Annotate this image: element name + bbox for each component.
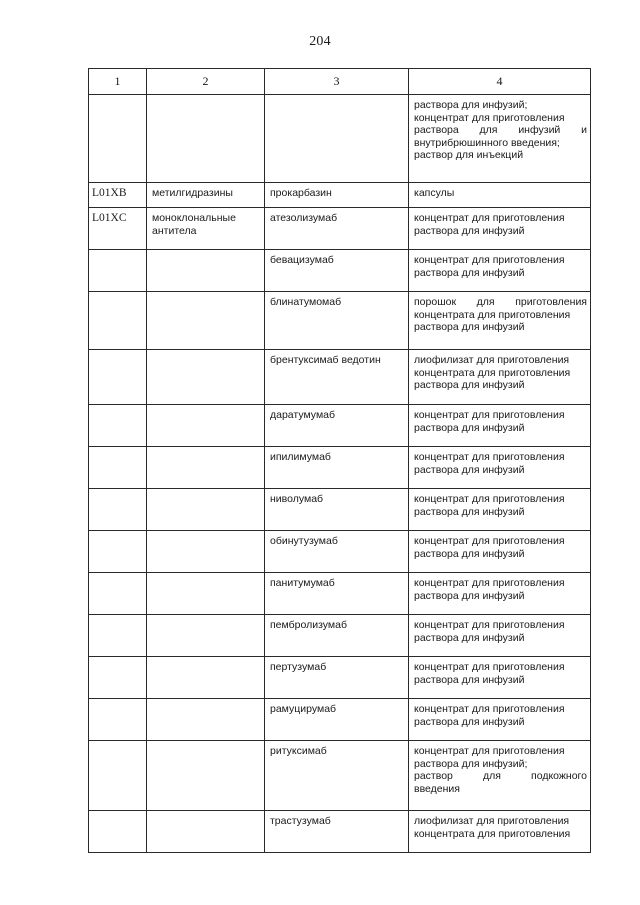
- dosage-form-line: концентрат для приготовления: [414, 254, 565, 266]
- dosage-form-line: концентрат для приготовления: [414, 703, 565, 715]
- atc-code-cell-wrap: [89, 615, 147, 657]
- dosage-form-cell-wrap: [409, 741, 591, 811]
- drug-group-cell: [147, 405, 264, 412]
- table-header-row: [89, 69, 591, 95]
- drug-name-cell: атезолизумаб: [270, 212, 338, 224]
- atc-code-cell: [89, 573, 146, 580]
- dosage-form-line: раствора для инфузий: [414, 673, 525, 686]
- dosage-form-line: раствора для инфузий: [414, 589, 525, 602]
- atc-code-cell-wrap: [89, 573, 147, 615]
- atc-code-cell: [89, 350, 146, 357]
- dosage-form-line: раствора для инфузий и: [414, 124, 587, 136]
- table-row: [89, 405, 591, 447]
- atc-code-cell-wrap: [89, 405, 147, 447]
- dosage-form-line: раствора для инфузий: [414, 547, 525, 560]
- dosage-form-cell: [409, 95, 590, 165]
- drug-name-cell: ниволумаб: [270, 493, 324, 505]
- table-row: [89, 292, 591, 350]
- dosage-form-line: лиофилизат для приготовления: [414, 354, 570, 366]
- dosage-form-cell: [409, 292, 590, 337]
- dosage-form-cell: [409, 657, 590, 689]
- atc-code-cell-wrap: [89, 95, 147, 183]
- dosage-form-line: раствора для инфузий: [414, 421, 525, 434]
- dosage-form-line: раствора для инфузий: [414, 379, 525, 391]
- atc-code-cell-wrap: [89, 699, 147, 741]
- dosage-form-line: раствора для инфузий: [414, 715, 525, 728]
- dosage-form-cell-wrap: [409, 183, 591, 208]
- drug-name-cell-wrap: [265, 95, 409, 183]
- drug-group-cell: [147, 250, 264, 257]
- table-row: [89, 615, 591, 657]
- drug-name-cell-wrap: [265, 811, 409, 853]
- atc-code-cell: [89, 95, 146, 102]
- drug-group-cell-wrap: [147, 741, 265, 811]
- table-row: [89, 95, 591, 183]
- table-row: [89, 447, 591, 489]
- drug-group-cell-wrap: [147, 657, 265, 699]
- atc-code-cell: [89, 250, 146, 257]
- dosage-form-line: концентрат для приготовления: [414, 451, 565, 463]
- dosage-form-cell: [409, 447, 590, 479]
- drug-group-cell: [147, 447, 264, 454]
- drug-group-cell-wrap: [147, 447, 265, 489]
- dosage-form-line: раствора для инфузий;: [414, 99, 528, 111]
- table-row: [89, 573, 591, 615]
- drug-name-cell: ритуксимаб: [270, 745, 327, 757]
- dosage-form-line: концентрат для приготовления: [414, 745, 565, 757]
- dosage-form-cell-wrap: [409, 531, 591, 573]
- drug-group-cell: [147, 741, 264, 748]
- drug-name-cell: даратумумаб: [270, 409, 336, 421]
- drug-name-cell-wrap: [265, 292, 409, 350]
- drug-group-cell: [147, 531, 264, 538]
- dosage-form-cell-wrap: [409, 208, 591, 250]
- drug-group-cell: моноклональные антитела: [152, 212, 236, 237]
- drug-name-cell-wrap: [265, 250, 409, 292]
- atc-code-cell: [89, 292, 146, 299]
- drug-group-cell: метилгидразины: [152, 187, 233, 199]
- dosage-form-line: концентрат для приготовления: [414, 577, 565, 589]
- atc-code-cell: L01XC: [92, 212, 127, 224]
- dosage-form-line: раствора для инфузий: [414, 463, 525, 476]
- dosage-form-line: внутрибрюшинного введения;: [414, 136, 560, 149]
- dosage-form-line: концентрата для приготовления: [414, 827, 571, 840]
- drug-name-cell: пембролизумаб: [270, 619, 347, 631]
- drug-group-cell: [147, 292, 264, 299]
- dosage-form-cell: [409, 573, 590, 605]
- dosage-form-line: раствор для подкожного: [414, 770, 587, 782]
- dosage-form-line: концентрат для приготовления: [414, 535, 565, 547]
- atc-code-cell-wrap: [89, 250, 147, 292]
- table-row: [89, 699, 591, 741]
- atc-code-cell: [89, 741, 146, 748]
- drug-group-cell-wrap: [147, 489, 265, 531]
- dosage-form-line: концентрат для приготовления: [414, 493, 565, 505]
- drug-group-cell-wrap: [147, 208, 265, 250]
- dosage-form-cell-wrap: [409, 489, 591, 531]
- dosage-form-cell-wrap: [409, 699, 591, 741]
- dosage-form-line: концентрат для приготовления: [414, 661, 565, 673]
- dosage-form-cell-wrap: [409, 350, 591, 405]
- drug-name-cell: прокарбазин: [270, 187, 332, 199]
- dosage-form-line: раствора для инфузий: [414, 266, 525, 279]
- table-row: [89, 350, 591, 405]
- drug-name-cell: трастузумаб: [270, 815, 331, 827]
- atc-code-cell-wrap: [89, 292, 147, 350]
- atc-code-cell: [89, 405, 146, 412]
- drug-name-cell: блинатумомаб: [270, 296, 342, 308]
- drug-group-cell: [147, 489, 264, 496]
- dosage-form-line: концентрат для приготовления: [414, 619, 565, 631]
- dosage-form-line: капсулы: [414, 187, 455, 199]
- dosage-form-cell: [409, 350, 590, 395]
- dosage-form-cell-wrap: [409, 615, 591, 657]
- table-body: [89, 95, 591, 853]
- table-row: [89, 741, 591, 811]
- dosage-form-cell: [409, 699, 590, 731]
- drug-name-cell: брентуксимаб ведотин: [270, 354, 381, 366]
- atc-code-cell: [89, 531, 146, 538]
- drug-group-cell: [147, 699, 264, 706]
- drug-name-cell-wrap: [265, 573, 409, 615]
- drug-group-cell: [147, 811, 264, 818]
- drug-group-cell-wrap: [147, 95, 265, 183]
- atc-code-cell-wrap: [89, 741, 147, 811]
- dosage-form-cell-wrap: [409, 811, 591, 853]
- atc-code-cell: [89, 447, 146, 454]
- atc-code-cell-wrap: [89, 183, 147, 208]
- table-row: [89, 657, 591, 699]
- dosage-form-line: концентрат для приготовления: [414, 409, 565, 421]
- drug-group-cell: [147, 95, 264, 102]
- dosage-form-line: концентрата для приготовления: [414, 366, 571, 379]
- drug-name-cell: пертузумаб: [270, 661, 327, 673]
- drug-name-cell: [265, 95, 408, 102]
- drug-group-cell-wrap: [147, 615, 265, 657]
- dosage-form-cell: [409, 531, 590, 563]
- drug-name-cell-wrap: [265, 489, 409, 531]
- dosage-form-cell: [409, 615, 590, 647]
- dosage-form-cell-wrap: [409, 405, 591, 447]
- dosage-form-line: концентрата для приготовления: [414, 308, 571, 321]
- drug-group-cell-wrap: [147, 350, 265, 405]
- dosage-form-cell-wrap: [409, 95, 591, 183]
- dosage-form-cell: [409, 811, 590, 843]
- dosage-form-cell: [409, 250, 590, 282]
- dosage-form-cell: [409, 208, 590, 240]
- drug-group-cell-wrap: [147, 699, 265, 741]
- column-header-1: 1: [89, 69, 147, 95]
- dosage-form-line: раствора для инфузий: [414, 505, 525, 518]
- drug-name-cell-wrap: [265, 208, 409, 250]
- drug-group-cell-wrap: [147, 811, 265, 853]
- dosage-form-cell: [409, 183, 590, 203]
- atc-code-cell: [89, 489, 146, 496]
- atc-code-cell-wrap: [89, 531, 147, 573]
- dosage-form-cell-wrap: [409, 292, 591, 350]
- drug-name-cell-wrap: [265, 447, 409, 489]
- drug-name-cell-wrap: [265, 405, 409, 447]
- atc-code-cell-wrap: [89, 208, 147, 250]
- table-row: [89, 811, 591, 853]
- drug-name-cell-wrap: [265, 741, 409, 811]
- atc-code-cell-wrap: [89, 657, 147, 699]
- drug-group-cell-wrap: [147, 531, 265, 573]
- column-header-3: 3: [265, 69, 409, 95]
- atc-code-cell: L01XB: [92, 187, 127, 199]
- table-row: [89, 183, 591, 208]
- dosage-form-line: концентрат для приготовления: [414, 212, 565, 224]
- drug-name-cell-wrap: [265, 183, 409, 208]
- dosage-form-cell: [409, 489, 590, 521]
- drug-name-cell-wrap: [265, 531, 409, 573]
- drug-name-cell-wrap: [265, 615, 409, 657]
- drug-group-cell-wrap: [147, 573, 265, 615]
- dosage-form-cell-wrap: [409, 657, 591, 699]
- drug-group-cell-wrap: [147, 183, 265, 208]
- drug-name-cell-wrap: [265, 699, 409, 741]
- atc-code-cell-wrap: [89, 447, 147, 489]
- drug-name-cell: обинутузумаб: [270, 535, 338, 547]
- drug-name-cell: панитумумаб: [270, 577, 335, 589]
- drug-group-cell: [147, 615, 264, 622]
- dosage-form-line: раствора для инфузий;: [414, 757, 528, 770]
- dosage-form-line: раствор для инъекций: [414, 149, 524, 161]
- dosage-form-cell: [409, 405, 590, 437]
- atc-code-cell: [89, 811, 146, 818]
- drug-name-cell: бевацизумаб: [270, 254, 334, 266]
- column-header-4: 4: [409, 69, 591, 95]
- dosage-form-line: раствора для инфузий: [414, 321, 525, 333]
- drug-table: [88, 68, 591, 853]
- table-row: [89, 250, 591, 292]
- drug-name-cell: рамуцирумаб: [270, 703, 337, 715]
- atc-code-cell-wrap: [89, 350, 147, 405]
- drug-name-cell: ипилимумаб: [270, 451, 331, 463]
- dosage-form-line: лиофилизат для приготовления: [414, 815, 570, 827]
- dosage-form-line: введения: [414, 782, 460, 795]
- drug-name-cell-wrap: [265, 350, 409, 405]
- drug-group-cell: [147, 657, 264, 664]
- drug-group-cell-wrap: [147, 292, 265, 350]
- dosage-form-cell-wrap: [409, 573, 591, 615]
- dosage-form-line: раствора для инфузий: [414, 631, 525, 644]
- atc-code-cell: [89, 657, 146, 664]
- drug-group-cell-wrap: [147, 405, 265, 447]
- table-row: [89, 531, 591, 573]
- atc-code-cell-wrap: [89, 489, 147, 531]
- drug-group-cell-wrap: [147, 250, 265, 292]
- drug-name-cell-wrap: [265, 657, 409, 699]
- dosage-form-line: концентрат для приготовления: [414, 111, 565, 124]
- atc-code-cell: [89, 615, 146, 622]
- table-row: [89, 208, 591, 250]
- dosage-form-cell: [409, 741, 590, 798]
- dosage-form-line: раствора для инфузий: [414, 224, 525, 237]
- table-row: [89, 489, 591, 531]
- dosage-form-cell-wrap: [409, 447, 591, 489]
- drug-group-cell: [147, 573, 264, 580]
- drug-group-cell: [147, 350, 264, 357]
- atc-code-cell: [89, 699, 146, 706]
- dosage-form-line: порошок для приготовления: [414, 296, 587, 308]
- page-number: 204: [309, 34, 331, 49]
- atc-code-cell-wrap: [89, 811, 147, 853]
- dosage-form-cell-wrap: [409, 250, 591, 292]
- column-header-2: 2: [147, 69, 265, 95]
